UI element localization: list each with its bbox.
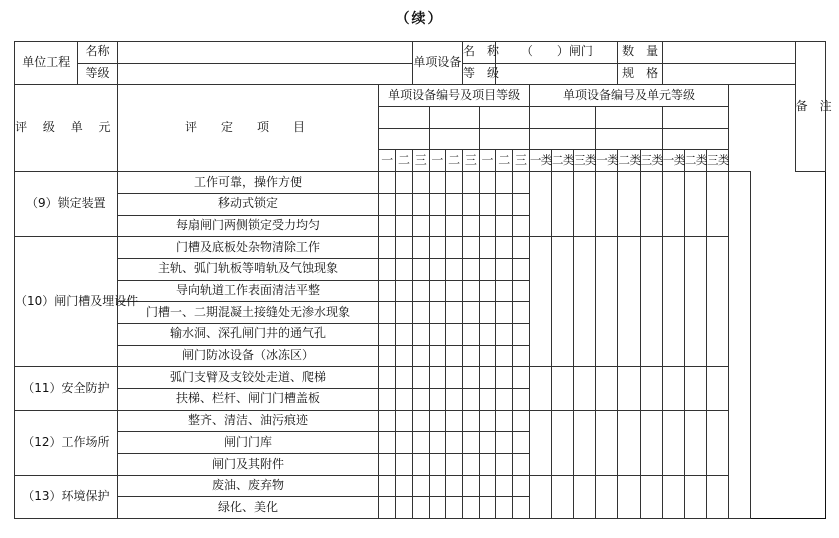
single-equipment-label: 单项设备 [412, 42, 462, 85]
item-grade-input-cell[interactable] [412, 432, 429, 454]
item-grade-input-cell[interactable] [412, 193, 429, 215]
unit-class-input-cell[interactable] [618, 367, 640, 410]
item-equip-no-cell[interactable] [479, 107, 529, 129]
item-grade-input-cell[interactable] [446, 237, 463, 259]
item-grade-input-cell[interactable] [396, 345, 413, 367]
item-grade-input-cell[interactable] [412, 302, 429, 324]
item-grade-input-cell[interactable] [412, 237, 429, 259]
unit-class-input-cell[interactable] [707, 367, 729, 410]
item-grade-input-cell[interactable] [396, 454, 413, 476]
unit-class-input-cell[interactable] [707, 237, 729, 367]
item-grade-input-cell[interactable] [462, 258, 479, 280]
item-grade-input-cell[interactable] [513, 302, 530, 324]
item-grade-input-cell[interactable] [412, 454, 429, 476]
item-grade-input-cell[interactable] [513, 215, 530, 237]
class-mark-header: 一类 [596, 150, 618, 172]
item-grade-input-cell[interactable] [462, 454, 479, 476]
item-grade-input-cell[interactable] [479, 345, 496, 367]
item-grade-input-cell[interactable] [429, 432, 446, 454]
rating-unit-cell: （9）锁定装置 [15, 172, 118, 237]
item-grade-input-cell[interactable] [496, 280, 513, 302]
grade-mark-header: 二 [446, 150, 463, 172]
item-grade-input-cell[interactable] [396, 389, 413, 411]
unit-class-input-cell[interactable] [529, 410, 551, 475]
item-grade-input-cell[interactable] [513, 258, 530, 280]
rating-table [14, 41, 832, 519]
item-grade-input-cell[interactable] [379, 280, 396, 302]
unit-class-input-cell[interactable] [640, 410, 662, 475]
item-grade-input-cell[interactable] [496, 237, 513, 259]
class-mark-header: 三类 [640, 150, 662, 172]
item-grade-input-cell[interactable] [496, 193, 513, 215]
item-grade-input-cell[interactable] [462, 389, 479, 411]
item-grade-input-cell[interactable] [412, 215, 429, 237]
item-grade-input-cell[interactable] [496, 215, 513, 237]
item-grade-input-cell[interactable] [462, 280, 479, 302]
item-grade-input-cell[interactable] [396, 172, 413, 194]
item-grade-input-cell[interactable] [429, 280, 446, 302]
unit-class-input-cell[interactable] [618, 410, 640, 475]
item-grade-input-cell[interactable] [379, 367, 396, 389]
item-grade-input-cell[interactable] [396, 215, 413, 237]
item-grade-input-cell[interactable] [446, 475, 463, 497]
item-grade-input-cell[interactable] [479, 302, 496, 324]
unit-class-input-cell[interactable] [551, 475, 573, 518]
item-grade-input-cell[interactable] [479, 193, 496, 215]
item-grade-input-cell[interactable] [379, 258, 396, 280]
item-grade-input-cell[interactable] [479, 215, 496, 237]
item-grade-input-cell[interactable] [446, 193, 463, 215]
rating-item-cell: 门槽一、二期混凝土接缝处无渗水现象 [117, 302, 379, 324]
class-mark-header: 一类 [529, 150, 551, 172]
unit-class-input-cell[interactable] [707, 172, 729, 237]
unit-grade-value-cell[interactable] [529, 128, 595, 150]
item-grade-input-cell[interactable] [429, 389, 446, 411]
item-grade-input-cell[interactable] [496, 258, 513, 280]
unit-grade-value-cell[interactable] [662, 128, 728, 150]
item-grade-input-cell[interactable] [496, 345, 513, 367]
item-grade-input-cell[interactable] [379, 323, 396, 345]
grade-mark-header: 二 [496, 150, 513, 172]
item-grade-input-cell[interactable] [429, 454, 446, 476]
item-grade-input-cell[interactable] [429, 258, 446, 280]
grade-label: 等级 [78, 63, 117, 85]
unit-class-input-cell[interactable] [618, 237, 640, 367]
item-grade-input-cell[interactable] [446, 454, 463, 476]
item-grade-input-cell[interactable] [379, 345, 396, 367]
unit-class-input-cell[interactable] [618, 475, 640, 518]
item-grade-input-cell[interactable] [396, 237, 413, 259]
item-grade-input-cell[interactable] [479, 410, 496, 432]
item-equip-no-cell[interactable] [429, 107, 479, 129]
item-grade-input-cell[interactable] [446, 302, 463, 324]
item-grade-input-cell[interactable] [379, 475, 396, 497]
item-grade-cell[interactable] [429, 128, 479, 150]
gate-label: （ ）闸门 [496, 42, 618, 64]
quantity-label: 数 量 [618, 42, 662, 64]
rating-item-header: 评 定 项 目 [117, 85, 379, 172]
unit-class-input-cell[interactable] [551, 237, 573, 367]
item-grade-input-cell[interactable] [479, 475, 496, 497]
item-grade-input-cell[interactable] [479, 237, 496, 259]
item-grade-input-cell[interactable] [412, 475, 429, 497]
item-grade-input-cell[interactable] [396, 367, 413, 389]
item-grade-input-cell[interactable] [396, 497, 413, 519]
item-grade-input-cell[interactable] [429, 497, 446, 519]
unit-class-input-cell[interactable] [596, 410, 618, 475]
unit-equip-no-cell[interactable] [662, 107, 728, 129]
unit-class-input-cell[interactable] [551, 410, 573, 475]
item-grade-input-cell[interactable] [446, 410, 463, 432]
remark-label: 备 注 [795, 42, 825, 172]
item-grade-input-cell[interactable] [446, 280, 463, 302]
item-grade-input-cell[interactable] [379, 389, 396, 411]
rating-item-cell: 闸门门库 [117, 432, 379, 454]
grade-mark-header: 三 [412, 150, 429, 172]
item-grade-input-cell[interactable] [496, 323, 513, 345]
unit-class-input-cell[interactable] [574, 410, 596, 475]
equipment-grade-label: 等 级 [462, 63, 495, 85]
unit-class-input-cell[interactable] [529, 367, 551, 410]
item-grade-input-cell[interactable] [379, 454, 396, 476]
unit-class-input-cell[interactable] [662, 172, 684, 237]
item-grade-input-cell[interactable] [429, 302, 446, 324]
item-grade-input-cell[interactable] [462, 475, 479, 497]
item-grade-input-cell[interactable] [379, 172, 396, 194]
item-grade-input-cell[interactable] [513, 454, 530, 476]
item-grade-input-cell[interactable] [513, 193, 530, 215]
item-grade-input-cell[interactable] [513, 237, 530, 259]
item-grade-input-cell[interactable] [462, 497, 479, 519]
item-equip-no-cell[interactable] [379, 107, 429, 129]
spec-label: 规 格 [618, 63, 662, 85]
item-grade-input-cell[interactable] [446, 215, 463, 237]
rating-unit-cell: （13）环境保护 [15, 475, 118, 518]
item-grade-input-cell[interactable] [379, 302, 396, 324]
item-grade-input-cell[interactable] [496, 172, 513, 194]
rating-unit-cell: （11）安全防护 [15, 367, 118, 410]
item-grade-input-cell[interactable] [446, 323, 463, 345]
item-grade-input-cell[interactable] [446, 172, 463, 194]
name-label: 名称 [78, 42, 117, 64]
item-grade-input-cell[interactable] [446, 497, 463, 519]
item-grade-input-cell[interactable] [513, 367, 530, 389]
unit-equip-no-cell[interactable] [529, 107, 595, 129]
item-grade-input-cell[interactable] [496, 454, 513, 476]
quantity-cell[interactable] [662, 42, 795, 64]
item-grade-input-cell[interactable] [446, 345, 463, 367]
rating-item-cell: 工作可靠，操作方便 [117, 172, 379, 194]
rating-item-cell: 闸门及其附件 [117, 454, 379, 476]
item-grade-input-cell[interactable] [462, 193, 479, 215]
item-grade-input-cell[interactable] [396, 475, 413, 497]
class-mark-header: 三类 [707, 150, 729, 172]
item-grade-input-cell[interactable] [496, 367, 513, 389]
unit-class-input-cell[interactable] [551, 172, 573, 237]
item-grade-input-cell[interactable] [429, 193, 446, 215]
item-grade-input-cell[interactable] [513, 497, 530, 519]
unit-class-input-cell[interactable] [640, 172, 662, 237]
rating-item-cell: 扶梯、栏杆、闸门门槽盖板 [117, 389, 379, 411]
unit-grade-value-cell[interactable] [596, 128, 663, 150]
item-grade-input-cell[interactable] [479, 454, 496, 476]
unit-class-input-cell[interactable] [618, 172, 640, 237]
item-grade-input-cell[interactable] [513, 323, 530, 345]
item-grade-input-cell[interactable] [379, 410, 396, 432]
class-mark-header: 三类 [574, 150, 596, 172]
item-grade-input-cell[interactable] [446, 432, 463, 454]
item-grade-input-cell[interactable] [479, 389, 496, 411]
unit-class-input-cell[interactable] [684, 237, 706, 367]
item-grade-input-cell[interactable] [479, 258, 496, 280]
item-grade-input-cell[interactable] [513, 432, 530, 454]
item-grade-input-cell[interactable] [479, 172, 496, 194]
item-grade-input-cell[interactable] [513, 410, 530, 432]
item-grade-input-cell[interactable] [513, 389, 530, 411]
unit-class-input-cell[interactable] [529, 172, 551, 237]
class-mark-header: 二类 [551, 150, 573, 172]
table-row [15, 410, 826, 432]
table-row [15, 475, 826, 497]
equipment-grade-cell[interactable] [496, 63, 618, 85]
item-grade-input-cell[interactable] [446, 389, 463, 411]
unit-class-input-cell[interactable] [662, 237, 684, 367]
item-grade-input-cell[interactable] [412, 389, 429, 411]
item-grade-input-cell[interactable] [412, 323, 429, 345]
unit-name-cell[interactable] [117, 42, 412, 64]
unit-class-input-cell[interactable] [684, 410, 706, 475]
item-grade-input-cell[interactable] [479, 367, 496, 389]
rating-item-cell: 主轨、弧门轨板等啃轨及气蚀现象 [117, 258, 379, 280]
item-grade-input-cell[interactable] [412, 345, 429, 367]
spec-cell[interactable] [662, 63, 795, 85]
unit-class-input-cell[interactable] [596, 367, 618, 410]
item-grade-input-cell[interactable] [462, 237, 479, 259]
unit-class-input-cell[interactable] [529, 475, 551, 518]
unit-class-input-cell[interactable] [574, 237, 596, 367]
item-grade-input-cell[interactable] [462, 302, 479, 324]
unit-class-input-cell[interactable] [684, 367, 706, 410]
grade-mark-header: 二 [396, 150, 413, 172]
remark-cell[interactable] [729, 172, 751, 519]
item-grade-input-cell[interactable] [429, 367, 446, 389]
item-grade-input-cell[interactable] [396, 258, 413, 280]
unit-grade-cell[interactable] [117, 63, 412, 85]
item-grade-input-cell[interactable] [429, 323, 446, 345]
item-grade-input-cell[interactable] [379, 497, 396, 519]
item-grade-input-cell[interactable] [379, 193, 396, 215]
item-grade-input-cell[interactable] [513, 172, 530, 194]
item-grade-input-cell[interactable] [412, 497, 429, 519]
rating-item-cell: 整齐、清洁、油污痕迹 [117, 410, 379, 432]
item-grade-input-cell[interactable] [396, 280, 413, 302]
unit-class-input-cell[interactable] [574, 367, 596, 410]
unit-grade-header: 单项设备编号及单元等级 [529, 85, 728, 107]
item-grade-input-cell[interactable] [513, 475, 530, 497]
unit-equip-no-cell[interactable] [596, 107, 663, 129]
item-grade-input-cell[interactable] [412, 258, 429, 280]
item-grade-input-cell[interactable] [379, 432, 396, 454]
equipment-name-label: 名 称 [462, 42, 495, 64]
unit-class-input-cell[interactable] [662, 367, 684, 410]
rating-unit-cell: （12）工作场所 [15, 410, 118, 475]
item-grade-input-cell[interactable] [429, 215, 446, 237]
class-mark-header: 一类 [662, 150, 684, 172]
rating-item-cell: 导向轨道工作表面清洁平整 [117, 280, 379, 302]
item-grade-input-cell[interactable] [462, 215, 479, 237]
unit-project-label: 单位工程 [15, 42, 78, 85]
rating-unit-header: 评 级 单 元 [15, 85, 118, 172]
item-grade-input-cell[interactable] [429, 172, 446, 194]
unit-class-input-cell[interactable] [707, 475, 729, 518]
item-grade-input-cell[interactable] [396, 193, 413, 215]
grade-mark-header: 一 [429, 150, 446, 172]
item-grade-input-cell[interactable] [412, 280, 429, 302]
rating-item-cell: 废油、废弃物 [117, 475, 379, 497]
item-grade-input-cell[interactable] [396, 410, 413, 432]
unit-class-input-cell[interactable] [707, 410, 729, 475]
item-grade-input-cell[interactable] [479, 497, 496, 519]
item-grade-input-cell[interactable] [462, 172, 479, 194]
item-grade-input-cell[interactable] [513, 280, 530, 302]
unit-class-input-cell[interactable] [684, 172, 706, 237]
item-grade-input-cell[interactable] [396, 302, 413, 324]
unit-class-input-cell[interactable] [596, 475, 618, 518]
item-grade-input-cell[interactable] [479, 323, 496, 345]
item-grade-input-cell[interactable] [496, 475, 513, 497]
unit-class-input-cell[interactable] [574, 475, 596, 518]
unit-class-input-cell[interactable] [662, 475, 684, 518]
item-grade-input-cell[interactable] [412, 172, 429, 194]
class-mark-header: 二类 [618, 150, 640, 172]
table-row [15, 172, 826, 194]
item-grade-input-cell[interactable] [479, 432, 496, 454]
item-grade-input-cell[interactable] [429, 410, 446, 432]
item-grade-input-cell[interactable] [379, 237, 396, 259]
grade-mark-header: 一 [479, 150, 496, 172]
table-row [15, 237, 826, 259]
unit-class-input-cell[interactable] [662, 410, 684, 475]
item-grade-input-cell[interactable] [429, 237, 446, 259]
item-grade-input-cell[interactable] [496, 389, 513, 411]
item-grade-input-cell[interactable] [462, 432, 479, 454]
item-grade-header: 单项设备编号及项目等级 [379, 85, 529, 107]
rating-item-cell: 移动式锁定 [117, 193, 379, 215]
item-grade-input-cell[interactable] [412, 367, 429, 389]
unit-class-input-cell[interactable] [596, 237, 618, 367]
rating-item-cell: 门槽及底板处杂物清除工作 [117, 237, 379, 259]
item-grade-input-cell[interactable] [396, 432, 413, 454]
unit-class-input-cell[interactable] [529, 237, 551, 367]
item-grade-input-cell[interactable] [412, 410, 429, 432]
item-grade-input-cell[interactable] [446, 258, 463, 280]
item-grade-input-cell[interactable] [462, 345, 479, 367]
item-grade-input-cell[interactable] [496, 302, 513, 324]
unit-class-input-cell[interactable] [596, 172, 618, 237]
unit-class-input-cell[interactable] [551, 367, 573, 410]
unit-class-input-cell[interactable] [640, 367, 662, 410]
item-grade-input-cell[interactable] [496, 497, 513, 519]
grade-mark-header: 一 [379, 150, 396, 172]
item-grade-input-cell[interactable] [446, 367, 463, 389]
rating-item-cell: 闸门防冰设备（冰冻区） [117, 345, 379, 367]
item-grade-input-cell[interactable] [379, 215, 396, 237]
item-grade-cell[interactable] [379, 128, 429, 150]
item-grade-input-cell[interactable] [396, 323, 413, 345]
unit-class-input-cell[interactable] [640, 237, 662, 367]
item-grade-input-cell[interactable] [496, 432, 513, 454]
rating-unit-cell: （10）闸门槽及埋设件 [15, 237, 118, 367]
unit-class-input-cell[interactable] [640, 475, 662, 518]
page-title: （续） [395, 11, 444, 27]
grade-mark-header: 三 [462, 150, 479, 172]
item-grade-input-cell[interactable] [479, 280, 496, 302]
item-grade-cell[interactable] [479, 128, 529, 150]
item-grade-input-cell[interactable] [462, 410, 479, 432]
item-grade-input-cell[interactable] [462, 323, 479, 345]
grade-mark-header: 三 [513, 150, 530, 172]
rating-item-cell: 每扇闸门两侧锁定受力均匀 [117, 215, 379, 237]
class-mark-header: 二类 [684, 150, 706, 172]
unit-class-input-cell[interactable] [574, 172, 596, 237]
item-grade-input-cell[interactable] [513, 345, 530, 367]
item-grade-input-cell[interactable] [429, 475, 446, 497]
item-grade-input-cell[interactable] [462, 367, 479, 389]
table-row [15, 367, 826, 389]
rating-item-cell: 输水洞、深孔闸门井的通气孔 [117, 323, 379, 345]
rating-item-cell: 绿化、美化 [117, 497, 379, 519]
rating-item-cell: 弧门支臂及支铰处走道、爬梯 [117, 367, 379, 389]
unit-class-input-cell[interactable] [684, 475, 706, 518]
item-grade-input-cell[interactable] [429, 345, 446, 367]
item-grade-input-cell[interactable] [496, 410, 513, 432]
